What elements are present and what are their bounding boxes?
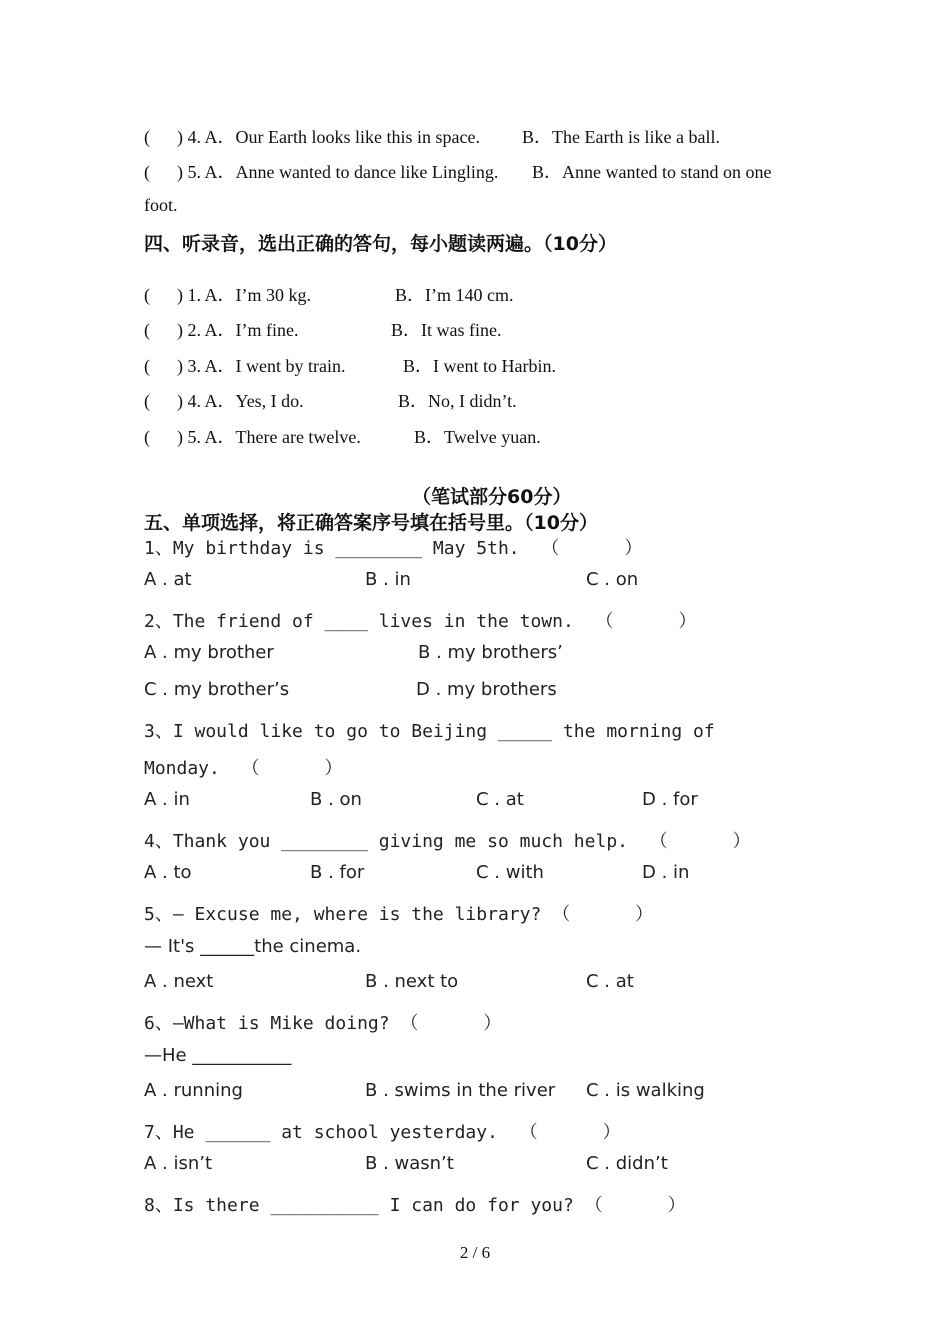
section4-title: 四、听录音，选出正确的答句，每小题读两遍。（10分）: [144, 233, 617, 255]
section4-item-4-a: ( ) 4. A．Yes, I do.: [144, 391, 304, 411]
written-part-title: （笔试部分60分）: [412, 486, 572, 508]
q4-option-d: D . in: [642, 862, 690, 883]
listening3-q5-option-b: B．Anne wanted to stand on one: [532, 162, 772, 182]
q6-option-b: B . swims in the river: [365, 1080, 556, 1101]
listening3-q5-continuation: foot.: [144, 195, 178, 215]
section4-item-5-b: B．Twelve yuan.: [414, 427, 541, 447]
q6-option-c: C . is walking: [586, 1080, 705, 1101]
q7-option-b: B . wasn’t: [365, 1153, 454, 1174]
q3-option-c: C . at: [476, 789, 524, 810]
q6-stem: 6、—What is Mike doing? （ ）: [144, 1013, 502, 1034]
section4-item-1-b: B．I’m 140 cm.: [395, 285, 514, 305]
q7-option-a: A . isn’t: [144, 1153, 213, 1174]
q5-option-b: B . next to: [365, 971, 459, 992]
q5-stem: 5、— Excuse me, where is the library? （ ）: [144, 904, 654, 925]
q2-option-c: C . my brother’s: [144, 679, 290, 700]
q3-option-d: D . for: [642, 789, 698, 810]
q4-stem: 4、Thank you ________ giving me so much help. （ ）: [144, 831, 751, 852]
q4-option-c: C . with: [476, 862, 544, 883]
q1-stem: 1、My birthday is ________ May 5th. （ ）: [144, 538, 643, 559]
section4-item-2-a: ( ) 2. A．I’m fine.: [144, 320, 299, 340]
section4-item-5-a: ( ) 5. A．There are twelve.: [144, 427, 361, 447]
q6-continuation: —He ___________: [144, 1045, 292, 1066]
q3-option-a: A . in: [144, 789, 190, 810]
q7-stem: 7、He ______ at school yesterday. （ ）: [144, 1122, 621, 1143]
section4-item-1-a: ( ) 1. A．I’m 30 kg.: [144, 285, 311, 305]
section4-item-2-b: B．It was fine.: [391, 320, 502, 340]
listening3-q5-stem: ( ) 5. A．Anne wanted to dance like Lingling.: [144, 162, 499, 182]
q5-option-a: A . next: [144, 971, 214, 992]
page-number: 2 / 6: [459, 1243, 491, 1262]
q4-option-b: B . for: [310, 862, 365, 883]
q1-option-c: C . on: [586, 569, 639, 590]
q3-stem: 3、I would like to go to Beijing _____ the morning of: [144, 721, 715, 742]
q1-option-b: B . in: [365, 569, 411, 590]
section5-title: 五、单项选择，将正确答案序号填在括号里。（10分）: [144, 512, 598, 534]
listening3-q4-stem: ( ) 4. A．Our Earth looks like this in space.: [144, 127, 480, 147]
q2-option-b: B . my brothers’: [418, 642, 563, 663]
q2-option-d: D . my brothers: [416, 679, 557, 700]
q7-option-c: C . didn’t: [586, 1153, 668, 1174]
q8-stem: 8、Is there __________ I can do for you? （ ）: [144, 1195, 686, 1216]
q5-continuation: — It's ______the cinema.: [144, 936, 362, 957]
q1-option-a: A . at: [144, 569, 192, 590]
q3-continuation: Monday. （ ）: [144, 758, 343, 779]
q3-option-b: B . on: [310, 789, 362, 810]
q6-option-a: A . running: [144, 1080, 243, 1101]
q4-option-a: A . to: [144, 862, 192, 883]
q2-stem: 2、The friend of ____ lives in the town. （ ）: [144, 611, 697, 632]
q2-option-a: A . my brother: [144, 642, 274, 663]
q5-option-c: C . at: [586, 971, 634, 992]
section4-item-4-b: B．No, I didn’t.: [398, 391, 517, 411]
section4-item-3-b: B．I went to Harbin.: [403, 356, 556, 376]
section4-item-3-a: ( ) 3. A．I went by train.: [144, 356, 346, 376]
listening3-q4-option-b: B．The Earth is like a ball.: [522, 127, 720, 147]
